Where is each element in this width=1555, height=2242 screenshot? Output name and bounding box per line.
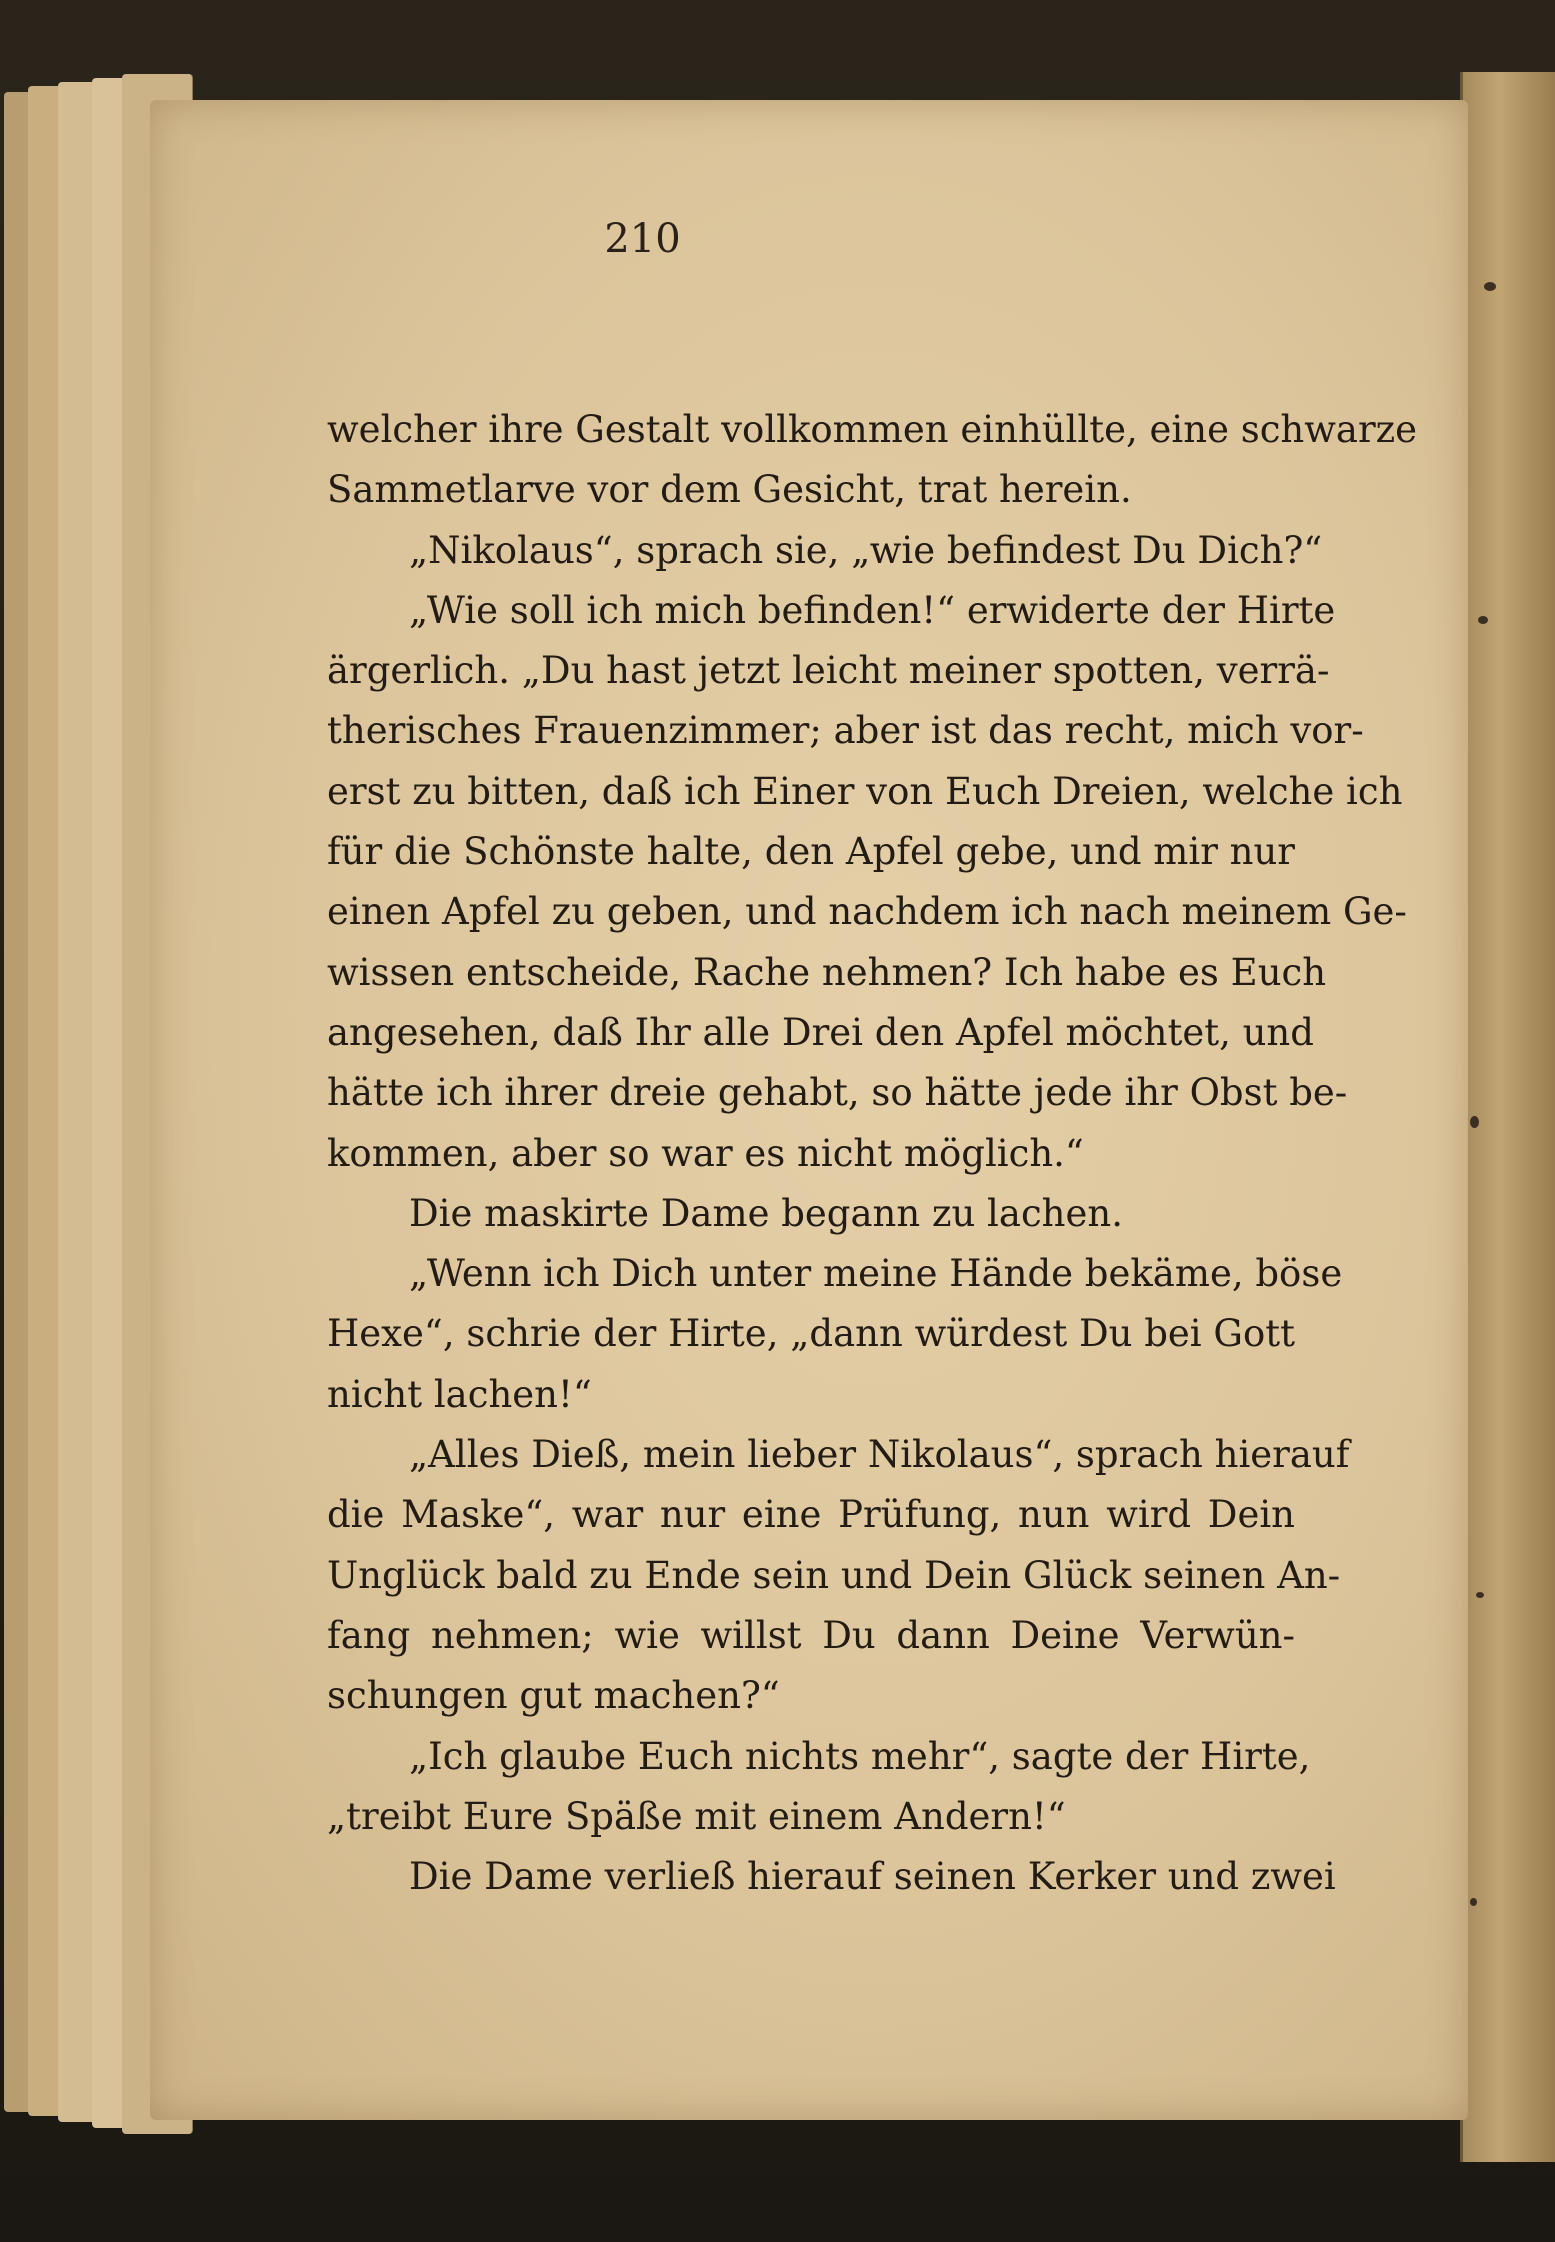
text-line: nicht lachen!“ (327, 1372, 592, 1416)
text-line: „Ich glaube Euch nichts mehr“, sagte der Hirte, (409, 1734, 1311, 1778)
text-line: ärgerlich. „Du hast jetzt leicht meiner spotten, verrä- (327, 649, 1330, 693)
text-line: angesehen, daß Ihr alle Drei den Apfel möchtet, und (327, 1010, 1314, 1054)
text-line: „Wie soll ich mich befinden!“ erwiderte der Hirte (409, 588, 1336, 632)
text-line: „Nikolaus“, sprach sie, „wie befindest Du Dich?“ (409, 528, 1323, 572)
body-text (327, 400, 1418, 1907)
text-line: Sammetlarve vor dem Gesicht, trat herein. (327, 468, 1132, 512)
text-line: Hexe“, schrie der Hirte, „dann würdest Du bei Gott (327, 1312, 1295, 1356)
text-line: fang nehmen; wie willst Du dann Deine Verwün- (327, 1613, 1295, 1657)
paper-speck (1478, 616, 1488, 624)
text-line: Die Dame verließ hierauf seinen Kerker und zwei (409, 1855, 1336, 1899)
paper-speck (1470, 1116, 1479, 1128)
text-line: „treibt Eure Späße mit einem Andern!“ (327, 1794, 1066, 1838)
paper-speck (1476, 1592, 1484, 1598)
text-line: „Wenn ich Dich unter meine Hände bekäme, böse (409, 1252, 1343, 1296)
text-line: Unglück bald zu Ende sein und Dein Glück seinen An- (327, 1553, 1341, 1597)
text-line: therisches Frauenzimmer; aber ist das recht, mich vor- (327, 709, 1364, 753)
text-line: Die maskirte Dame begann zu lachen. (409, 1191, 1123, 1235)
text-line: „Alles Dieß, mein lieber Nikolaus“, sprach hierauf (409, 1433, 1350, 1477)
page-number: 210 (604, 216, 681, 262)
text-line: wissen entscheide, Rache nehmen? Ich habe es Euch (327, 950, 1327, 994)
text-line: schungen gut machen?“ (327, 1674, 780, 1718)
paper-speck (1484, 282, 1496, 291)
paper-speck (1470, 1898, 1477, 1906)
text-line: hätte ich ihrer dreie gehabt, so hätte jede ihr Obst be- (327, 1071, 1348, 1115)
text-line: erst zu bitten, daß ich Einer von Euch Dreien, welche ich (327, 769, 1403, 813)
text-line: kommen, aber so war es nicht möglich.“ (327, 1131, 1084, 1175)
text-line: welcher ihre Gestalt vollkommen einhüllte, eine schwarze (327, 408, 1418, 451)
text-line: für die Schönste halte, den Apfel gebe, und mir nur (327, 830, 1295, 874)
text-line: die Maske“, war nur eine Prüfung, nun wird Dein (327, 1493, 1295, 1537)
text-line: einen Apfel zu geben, und nachdem ich nach meinem Ge- (327, 890, 1407, 934)
